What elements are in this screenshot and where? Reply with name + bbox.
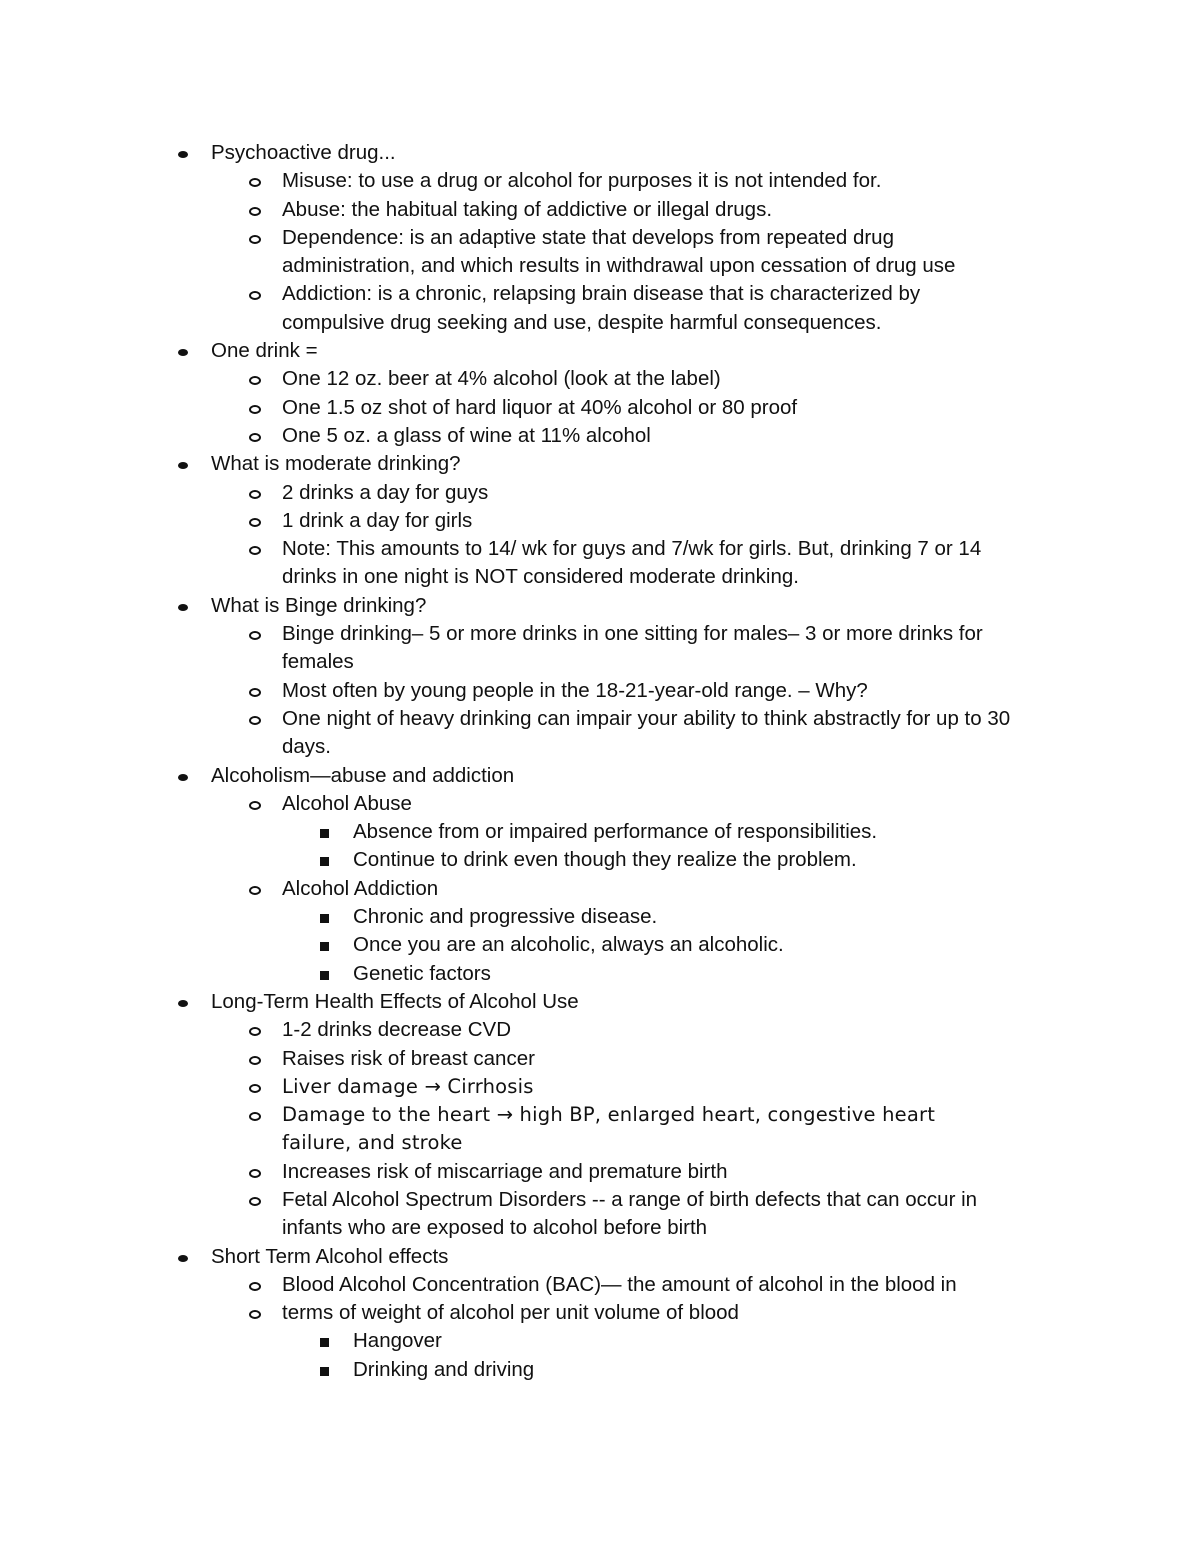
notes-document bbox=[0, 139, 1200, 1384]
square-bullet-icon bbox=[320, 942, 329, 951]
square-bullet-icon bbox=[320, 857, 329, 866]
list-item-text: Genetic factors bbox=[353, 961, 491, 985]
circle-bullet-icon bbox=[249, 1112, 261, 1121]
list-item-text: Binge drinking– 5 or more drinks in one sitting for males– 3 or more drinks for bbox=[282, 622, 983, 646]
list-item-text: Damage to the heart → high BP, enlarged heart, congestive heart bbox=[282, 1103, 936, 1127]
list-item-continuation bbox=[0, 309, 1200, 337]
list-item bbox=[0, 1271, 1200, 1299]
circle-bullet-icon bbox=[249, 716, 261, 725]
list-item-text: Addiction: is a chronic, relapsing brain disease that is characterized by bbox=[282, 282, 921, 306]
list-item-text: One 12 oz. beer at 4% alcohol (look at the label) bbox=[282, 367, 721, 391]
list-item-text: females bbox=[282, 650, 354, 674]
list-item bbox=[0, 507, 1200, 535]
list-item-text: Absence from or impaired performance of responsibilities. bbox=[353, 820, 878, 844]
square-bullet-icon bbox=[320, 1338, 329, 1347]
circle-bullet-icon bbox=[249, 178, 261, 187]
list-item-text: Most often by young people in the 18-21-year-old range. – Why? bbox=[282, 678, 868, 702]
list-item bbox=[0, 337, 1200, 365]
list-item-text: 1-2 drinks decrease CVD bbox=[282, 1018, 512, 1042]
list-item bbox=[0, 960, 1200, 988]
circle-bullet-icon bbox=[249, 1282, 261, 1291]
list-item-text: What is Binge drinking? bbox=[211, 593, 427, 617]
list-item-continuation bbox=[0, 563, 1200, 591]
list-item bbox=[0, 196, 1200, 224]
list-item-text: One drink = bbox=[211, 339, 318, 363]
list-item-text: One night of heavy drinking can impair your ability to think abstractly for up to 30 bbox=[282, 706, 1011, 730]
list-item-continuation bbox=[0, 1129, 1200, 1157]
list-item bbox=[0, 365, 1200, 393]
list-item-text: Misuse: to use a drug or alcohol for purposes it is not intended for. bbox=[282, 169, 882, 193]
list-item-continuation bbox=[0, 1214, 1200, 1242]
list-item bbox=[0, 988, 1200, 1016]
list-item-continuation bbox=[0, 733, 1200, 761]
list-item bbox=[0, 620, 1200, 648]
list-item-text: Alcoholism—abuse and addiction bbox=[211, 763, 515, 787]
list-item bbox=[0, 1016, 1200, 1044]
circle-bullet-icon bbox=[249, 235, 261, 244]
circle-bullet-icon bbox=[249, 1169, 261, 1178]
list-item-text: Note: This amounts to 14/ wk for guys and 7/wk for girls. But, drinking 7 or 14 bbox=[282, 537, 982, 561]
list-item bbox=[0, 1045, 1200, 1073]
list-item-text: Alcohol Addiction bbox=[282, 876, 439, 900]
list-item-text: One 1.5 oz shot of hard liquor at 40% alcohol or 80 proof bbox=[282, 395, 798, 419]
list-item bbox=[0, 790, 1200, 818]
list-item-continuation bbox=[0, 252, 1200, 280]
list-item-text: Long-Term Health Effects of Alcohol Use bbox=[211, 989, 579, 1013]
list-item bbox=[0, 139, 1200, 167]
list-item-text: terms of weight of alcohol per unit volume of blood bbox=[282, 1301, 739, 1325]
circle-bullet-icon bbox=[249, 490, 261, 499]
list-item bbox=[0, 1073, 1200, 1101]
square-bullet-icon bbox=[320, 971, 329, 980]
list-item-text: Once you are an alcoholic, always an alcoholic. bbox=[353, 933, 784, 957]
list-item-text: Liver damage → Cirrhosis bbox=[282, 1074, 534, 1098]
disc-bullet-icon bbox=[178, 1255, 188, 1262]
list-item bbox=[0, 846, 1200, 874]
circle-bullet-icon bbox=[249, 291, 261, 300]
list-item bbox=[0, 535, 1200, 563]
list-item-text: Abuse: the habitual taking of addictive or illegal drugs. bbox=[282, 197, 773, 221]
disc-bullet-icon bbox=[178, 462, 188, 469]
list-item bbox=[0, 167, 1200, 195]
list-item-text: Fetal Alcohol Spectrum Disorders -- a range of birth defects that can occur in bbox=[282, 1187, 978, 1211]
list-item bbox=[0, 1356, 1200, 1384]
list-item bbox=[0, 1158, 1200, 1186]
list-item-text: failure, and stroke bbox=[282, 1131, 463, 1155]
list-item-continuation bbox=[0, 648, 1200, 676]
list-item bbox=[0, 677, 1200, 705]
list-item-text: days. bbox=[282, 735, 331, 759]
list-item-text: Drinking and driving bbox=[353, 1357, 535, 1381]
disc-bullet-icon bbox=[178, 349, 188, 356]
circle-bullet-icon bbox=[249, 1197, 261, 1206]
list-item-text: One 5 oz. a glass of wine at 11% alcohol bbox=[282, 423, 651, 447]
circle-bullet-icon bbox=[249, 518, 261, 527]
list-item-text: What is moderate drinking? bbox=[211, 452, 461, 476]
list-item bbox=[0, 931, 1200, 959]
list-item bbox=[0, 1243, 1200, 1271]
list-item bbox=[0, 1299, 1200, 1327]
circle-bullet-icon bbox=[249, 886, 261, 895]
list-item-text: 2 drinks a day for guys bbox=[282, 480, 489, 504]
list-item bbox=[0, 592, 1200, 620]
list-item bbox=[0, 1101, 1200, 1129]
list-item bbox=[0, 224, 1200, 252]
list-item-text: Chronic and progressive disease. bbox=[353, 905, 658, 929]
square-bullet-icon bbox=[320, 829, 329, 838]
circle-bullet-icon bbox=[249, 405, 261, 414]
list-item-text: Hangover bbox=[353, 1329, 442, 1353]
circle-bullet-icon bbox=[249, 1056, 261, 1065]
list-item-text: infants who are exposed to alcohol before birth bbox=[282, 1216, 708, 1240]
list-item-text: Alcohol Abuse bbox=[282, 791, 412, 815]
list-item bbox=[0, 1327, 1200, 1355]
disc-bullet-icon bbox=[178, 1000, 188, 1007]
list-item-text: Blood Alcohol Concentration (BAC)— the amount of alcohol in the blood in bbox=[282, 1272, 957, 1296]
list-item bbox=[0, 479, 1200, 507]
list-item-text: Raises risk of breast cancer bbox=[282, 1046, 535, 1070]
circle-bullet-icon bbox=[249, 433, 261, 442]
circle-bullet-icon bbox=[249, 1310, 261, 1319]
list-item bbox=[0, 394, 1200, 422]
disc-bullet-icon bbox=[178, 774, 188, 781]
circle-bullet-icon bbox=[249, 546, 261, 555]
list-item-text: Psychoactive drug... bbox=[211, 141, 396, 164]
list-item bbox=[0, 450, 1200, 478]
circle-bullet-icon bbox=[249, 801, 261, 810]
list-item-text: Increases risk of miscarriage and premature birth bbox=[282, 1159, 728, 1183]
list-item-text: 1 drink a day for girls bbox=[282, 508, 473, 532]
list-item bbox=[0, 875, 1200, 903]
circle-bullet-icon bbox=[249, 1084, 261, 1093]
circle-bullet-icon bbox=[249, 207, 261, 216]
list-item-text: drinks in one night is NOT considered moderate drinking. bbox=[282, 565, 799, 589]
list-item-text: Dependence: is an adaptive state that develops from repeated drug bbox=[282, 225, 894, 249]
list-item bbox=[0, 1186, 1200, 1214]
disc-bullet-icon bbox=[178, 151, 188, 158]
list-item bbox=[0, 762, 1200, 790]
list-item-text: Short Term Alcohol effects bbox=[211, 1244, 449, 1268]
list-item bbox=[0, 422, 1200, 450]
list-item bbox=[0, 903, 1200, 931]
circle-bullet-icon bbox=[249, 631, 261, 640]
circle-bullet-icon bbox=[249, 1027, 261, 1036]
list-item-text: compulsive drug seeking and use, despite harmful consequences. bbox=[282, 310, 882, 334]
circle-bullet-icon bbox=[249, 376, 261, 385]
list-item bbox=[0, 280, 1200, 308]
disc-bullet-icon bbox=[178, 604, 188, 611]
list-item-text: administration, and which results in withdrawal upon cessation of drug use bbox=[282, 254, 956, 278]
circle-bullet-icon bbox=[249, 688, 261, 697]
list-item-text: Continue to drink even though they realize the problem. bbox=[353, 848, 857, 872]
list-item bbox=[0, 705, 1200, 733]
list-item bbox=[0, 818, 1200, 846]
square-bullet-icon bbox=[320, 914, 329, 923]
square-bullet-icon bbox=[320, 1367, 329, 1376]
